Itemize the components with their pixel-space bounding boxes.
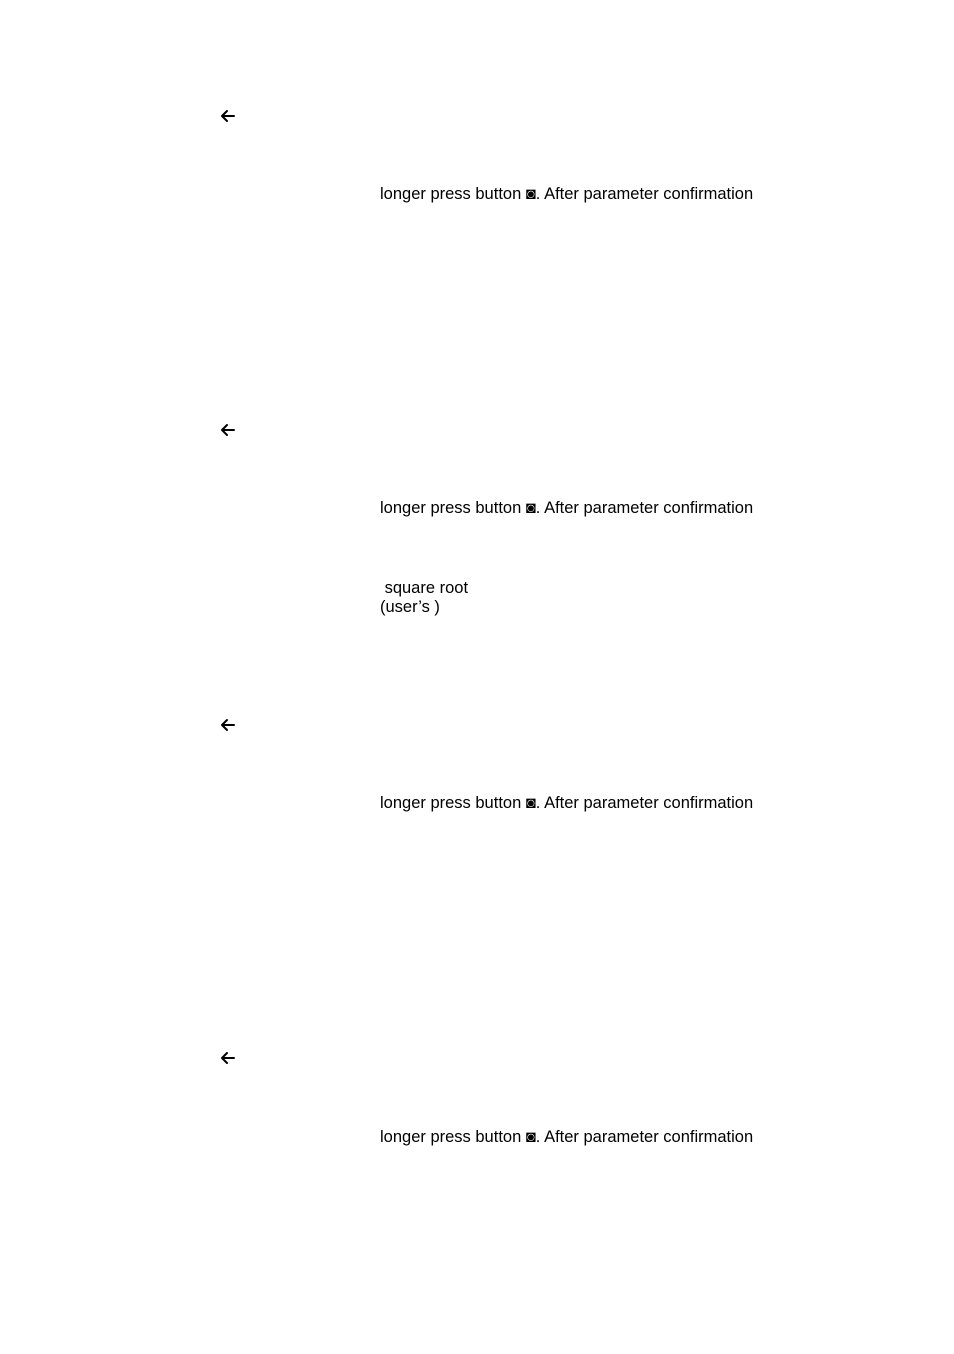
left-arrow-icon: [218, 717, 238, 733]
option-square-root: square root: [380, 579, 469, 597]
left-arrow-icon: [218, 1050, 238, 1066]
left-arrow-icon: [218, 422, 238, 438]
instruction-text: longer press button ◙. After parameter confirmation: [380, 185, 754, 203]
instruction-text: longer press button ◙. After parameter confirmation: [380, 1128, 754, 1146]
instruction-text: longer press button ◙. After parameter confirmation: [380, 794, 754, 812]
instruction-text: longer press button ◙. After parameter confirmation: [380, 499, 754, 517]
left-arrow-icon: [218, 108, 238, 124]
option-users: (user’s ): [380, 598, 440, 616]
